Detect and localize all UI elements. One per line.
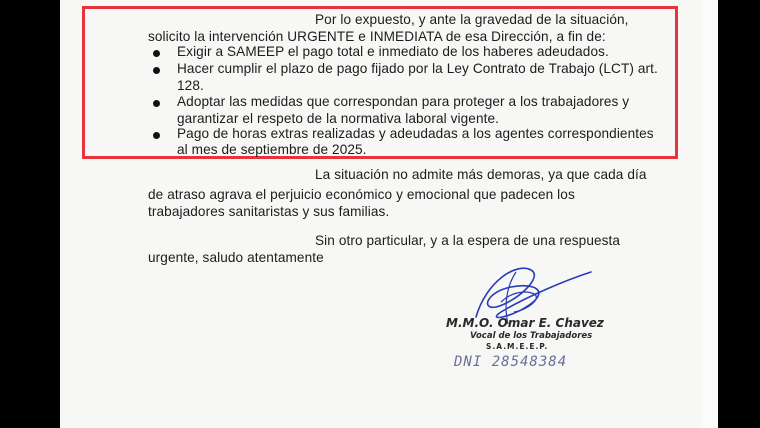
page-edge	[702, 0, 718, 428]
bullet-1-line-1: Exigir a SAMEEP el pago total e inmediato de los haberes adeudados.	[177, 44, 609, 59]
bullet-4-line-1: Pago de horas extras realizadas y adeudadas a los agentes correspondientes	[177, 126, 654, 141]
handwritten-dni: DNI 28548384	[454, 354, 568, 370]
para2-line-1: La situación no admite más demoras, ya que cada día	[315, 167, 647, 182]
para2-line-3: trabajadores sanitaristas y sus familias.	[148, 204, 390, 219]
bullet-2-line-2: 128.	[177, 78, 204, 93]
bullet-2-line-1	[177, 61, 658, 76]
bullet-3-line-2: garantizar el respeto de la normativa laboral vigente.	[177, 111, 500, 126]
bullet-4-line-2: al mes de septiembre de 2025.	[177, 142, 367, 157]
bullet-dot	[153, 67, 160, 74]
bullet-3-line-1: Adoptar las medidas que correspondan para proteger a los trabajadores y	[177, 94, 630, 109]
bullet-dot	[153, 50, 160, 57]
bullet-2-text: Hacer cumplir el plazo de pago fijado por la Ley Contrato de Trabajo (LCT) art.	[177, 61, 658, 76]
closing-line-2: urgente, saludo atentamente	[148, 250, 324, 265]
stamp-org: S.A.M.E.E.P.	[486, 342, 549, 351]
bullet-dot	[153, 100, 160, 107]
para2-line-2: de atraso agrava el perjuicio económico y emocional que padecen los	[148, 187, 575, 202]
intro-line-2: solicito la intervención URGENTE e INMEDIATA de esa Dirección, a fin de:	[148, 29, 606, 44]
stamp-name: M.M.O. Omar E. Chavez	[446, 316, 604, 330]
intro-line-1: Por lo expuesto, y ante la gravedad de la situación,	[315, 12, 629, 27]
stamp-role: Vocal de los Trabajadores	[470, 331, 593, 341]
bullet-dot	[153, 132, 160, 139]
closing-line-1: Sin otro particular, y a la espera de una respuesta	[315, 233, 621, 248]
